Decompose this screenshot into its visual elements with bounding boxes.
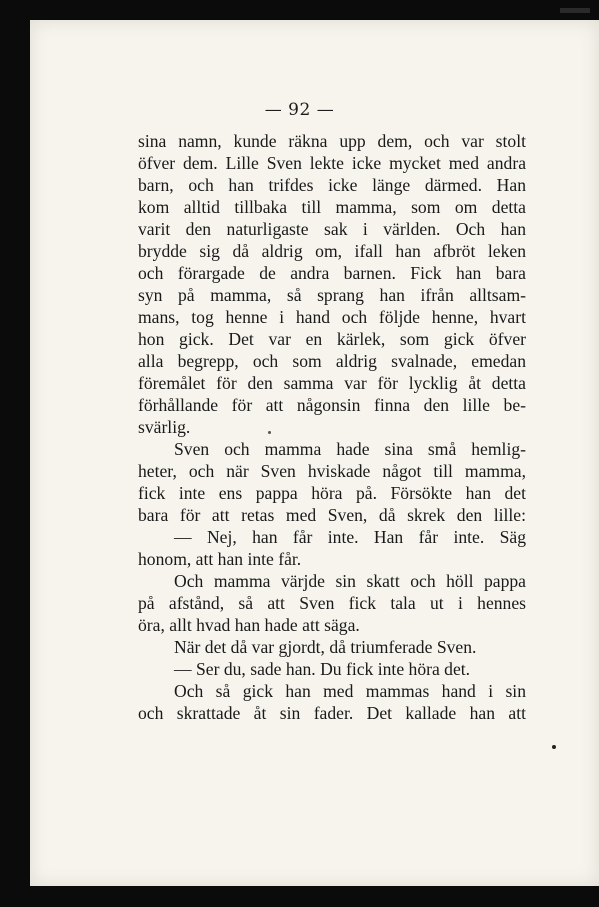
ink-speck [552,745,556,749]
text-line: mans, tog henne i hand och följde henne, hvart [138,307,526,327]
body-text [138,130,526,724]
text-line: bara för att retas med Sven, då skrek den lille: [138,505,526,525]
text-line: sina namn, kunde räkna upp dem, och var stolt [138,131,526,151]
text-line: Och mamma värjde sin skatt och höll pappa [174,571,526,591]
text-line: brydde sig då aldrig om, ifall han afbröt leken [138,241,526,261]
text-line: honom, att han inte får. [138,549,302,569]
text-line: alla begrepp, och som aldrig svalnade, emedan [138,351,526,371]
text-line: öfver dem. Lille Sven lekte icke mycket med andra [138,153,526,173]
top-edge-shadow [560,8,590,13]
text-line: Och så gick han med mammas hand i sin [174,681,526,701]
text-line: och förargade de andra barnen. Fick han bara [138,263,526,283]
text-line: öra, allt hvad han hade att säga. [138,615,360,635]
text-line: barn, och han trifdes icke länge därmed. Han [138,175,526,195]
text-line: hon gick. Det var en kärlek, som gick öfver [138,329,526,349]
text-line: svärlig. [138,417,191,437]
text-line: föremålet för den samma var för lycklig åt detta [138,373,526,393]
text-line: När det då var gjordt, då triumferade Sven. [174,637,477,657]
text-line: Sven och mamma hade sina små hemlig- [174,439,526,459]
text-line: förhållande för att någonsin finna den lille be- [138,395,526,415]
dialogue-line: — Ser du, sade han. Du fick inte höra det. [174,659,471,679]
dialogue-line: — Nej, han får inte. Han får inte. Säg [174,527,526,547]
text-line: och skrattade åt sin fader. Det kallade han att [138,703,526,723]
text-line: på afstånd, så att Sven fick tala ut i hennes [138,593,526,613]
text-line: kom alltid tillbaka till mamma, som om detta [138,197,526,217]
text-line: heter, och när Sven hviskade något till mamma, [138,461,526,481]
text-line: fick inte ens pappa höra på. Försökte han det [138,483,526,503]
text-line: varit den naturligaste sak i världen. Och han [138,219,526,239]
text-line: syn på mamma, så sprang han ifrån alltsam- [138,285,526,305]
page-number: — 92 — [264,100,335,120]
